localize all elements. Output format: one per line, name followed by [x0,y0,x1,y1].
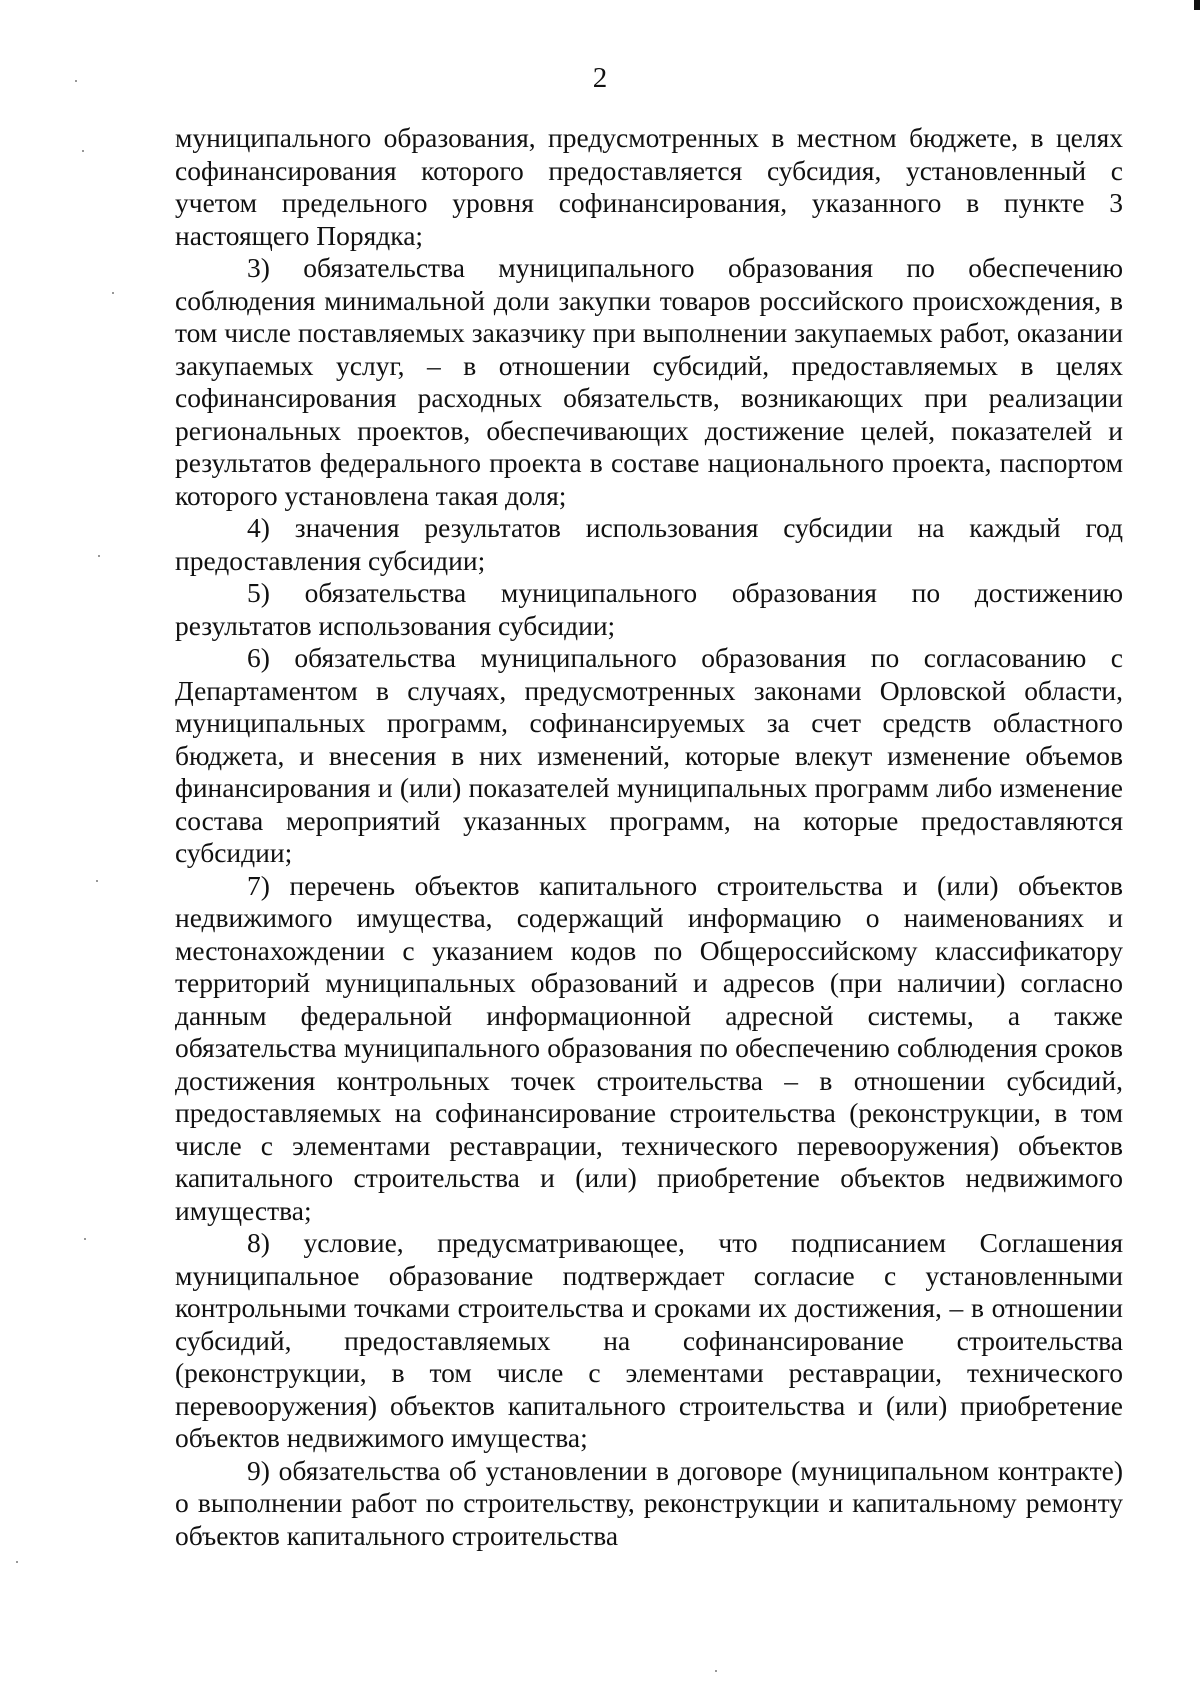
scan-speck [98,555,100,557]
scan-speck [112,292,114,294]
paragraph-item-8: 8) условие, предусматривающее, что подписанием Соглашения муниципальное образование подтверждает согласие с установленными контрольными точками строительства и сроками их достижения, – в отношении субсидий, предоставляемых на софинансирование строительства (реконструкции, в том числе с элементами реставрации, технического перевооружения) объектов капитального строительства и (или) приобретение объектов недвижимого имущества; [175,1227,1123,1453]
scan-speck [715,1670,717,1672]
scan-speck [82,150,84,152]
document-body [175,122,1123,1552]
paragraph-item-4: 4) значения результатов использования субсидии на каждый год предоставления субсидии; [175,512,1123,576]
paragraph-item-3: 3) обязательства муниципального образования по обеспечению соблюдения минимальной доли закупки товаров российского происхождения, в том числе поставляемых заказчику при выполнении закупаемых работ, оказании закупаемых услуг, – в отношении субсидий, предоставляемых в целях софинансирования расходных обязательств, возникающих при реализации региональных проектов, обеспечивающих достижение целей, показателей и результатов федерального проекта в составе национального проекта, паспортом которого установлена такая доля; [175,252,1123,511]
scan-speck [96,880,98,882]
scan-edge-mark [1194,0,1200,10]
paragraph-continuation: муниципального образования, предусмотренных в местном бюджете, в целях софинансирования которого предоставляется субсидия, установленный с учетом предельного уровня софинансирования, указанного в пункте 3 настоящего Порядка; [175,122,1123,251]
paragraph-item-9: 9) обязательства об установлении в договоре (муниципальном контракте) о выполнении работ по строительству, реконструкции и капитальному ремонту объектов капитального строительства [175,1454,1123,1551]
paragraph-item-7: 7) перечень объектов капитального строительства и (или) объектов недвижимого имущества, содержащий информацию о наименованиях и местонахождении с указанием кодов по Общероссийскому классификатору территорий муниципальных образований и адресов (при наличии) согласно данным федеральной информационной адресной системы, а также обязательства муниципального образования по обеспечению соблюдения сроков достижения контрольных точек строительства – в отношении субсидий, предоставляемых на софинансирование строительства (реконструкции, в том числе с элементами реставрации, технического перевооружения) объектов капитального строительства и (или) приобретение объектов недвижимого имущества; [175,869,1123,1226]
paragraph-item-6: 6) обязательства муниципального образования по согласованию с Департаментом в случаях, предусмотренных законами Орловской области, муниципальных программ, софинансируемых за счет средств областного бюджета, и внесения в них изменений, которые влекут изменение объемов финансирования и (или) показателей муниципальных программ либо изменение состава мероприятий указанных программ, на которые предоставляются субсидии; [175,642,1123,868]
scan-speck [16,1561,18,1563]
scan-speck [84,1238,86,1240]
page-number: 2 [592,62,608,94]
paragraph-item-5: 5) обязательства муниципального образования по достижению результатов использования субсидии; [175,577,1123,641]
